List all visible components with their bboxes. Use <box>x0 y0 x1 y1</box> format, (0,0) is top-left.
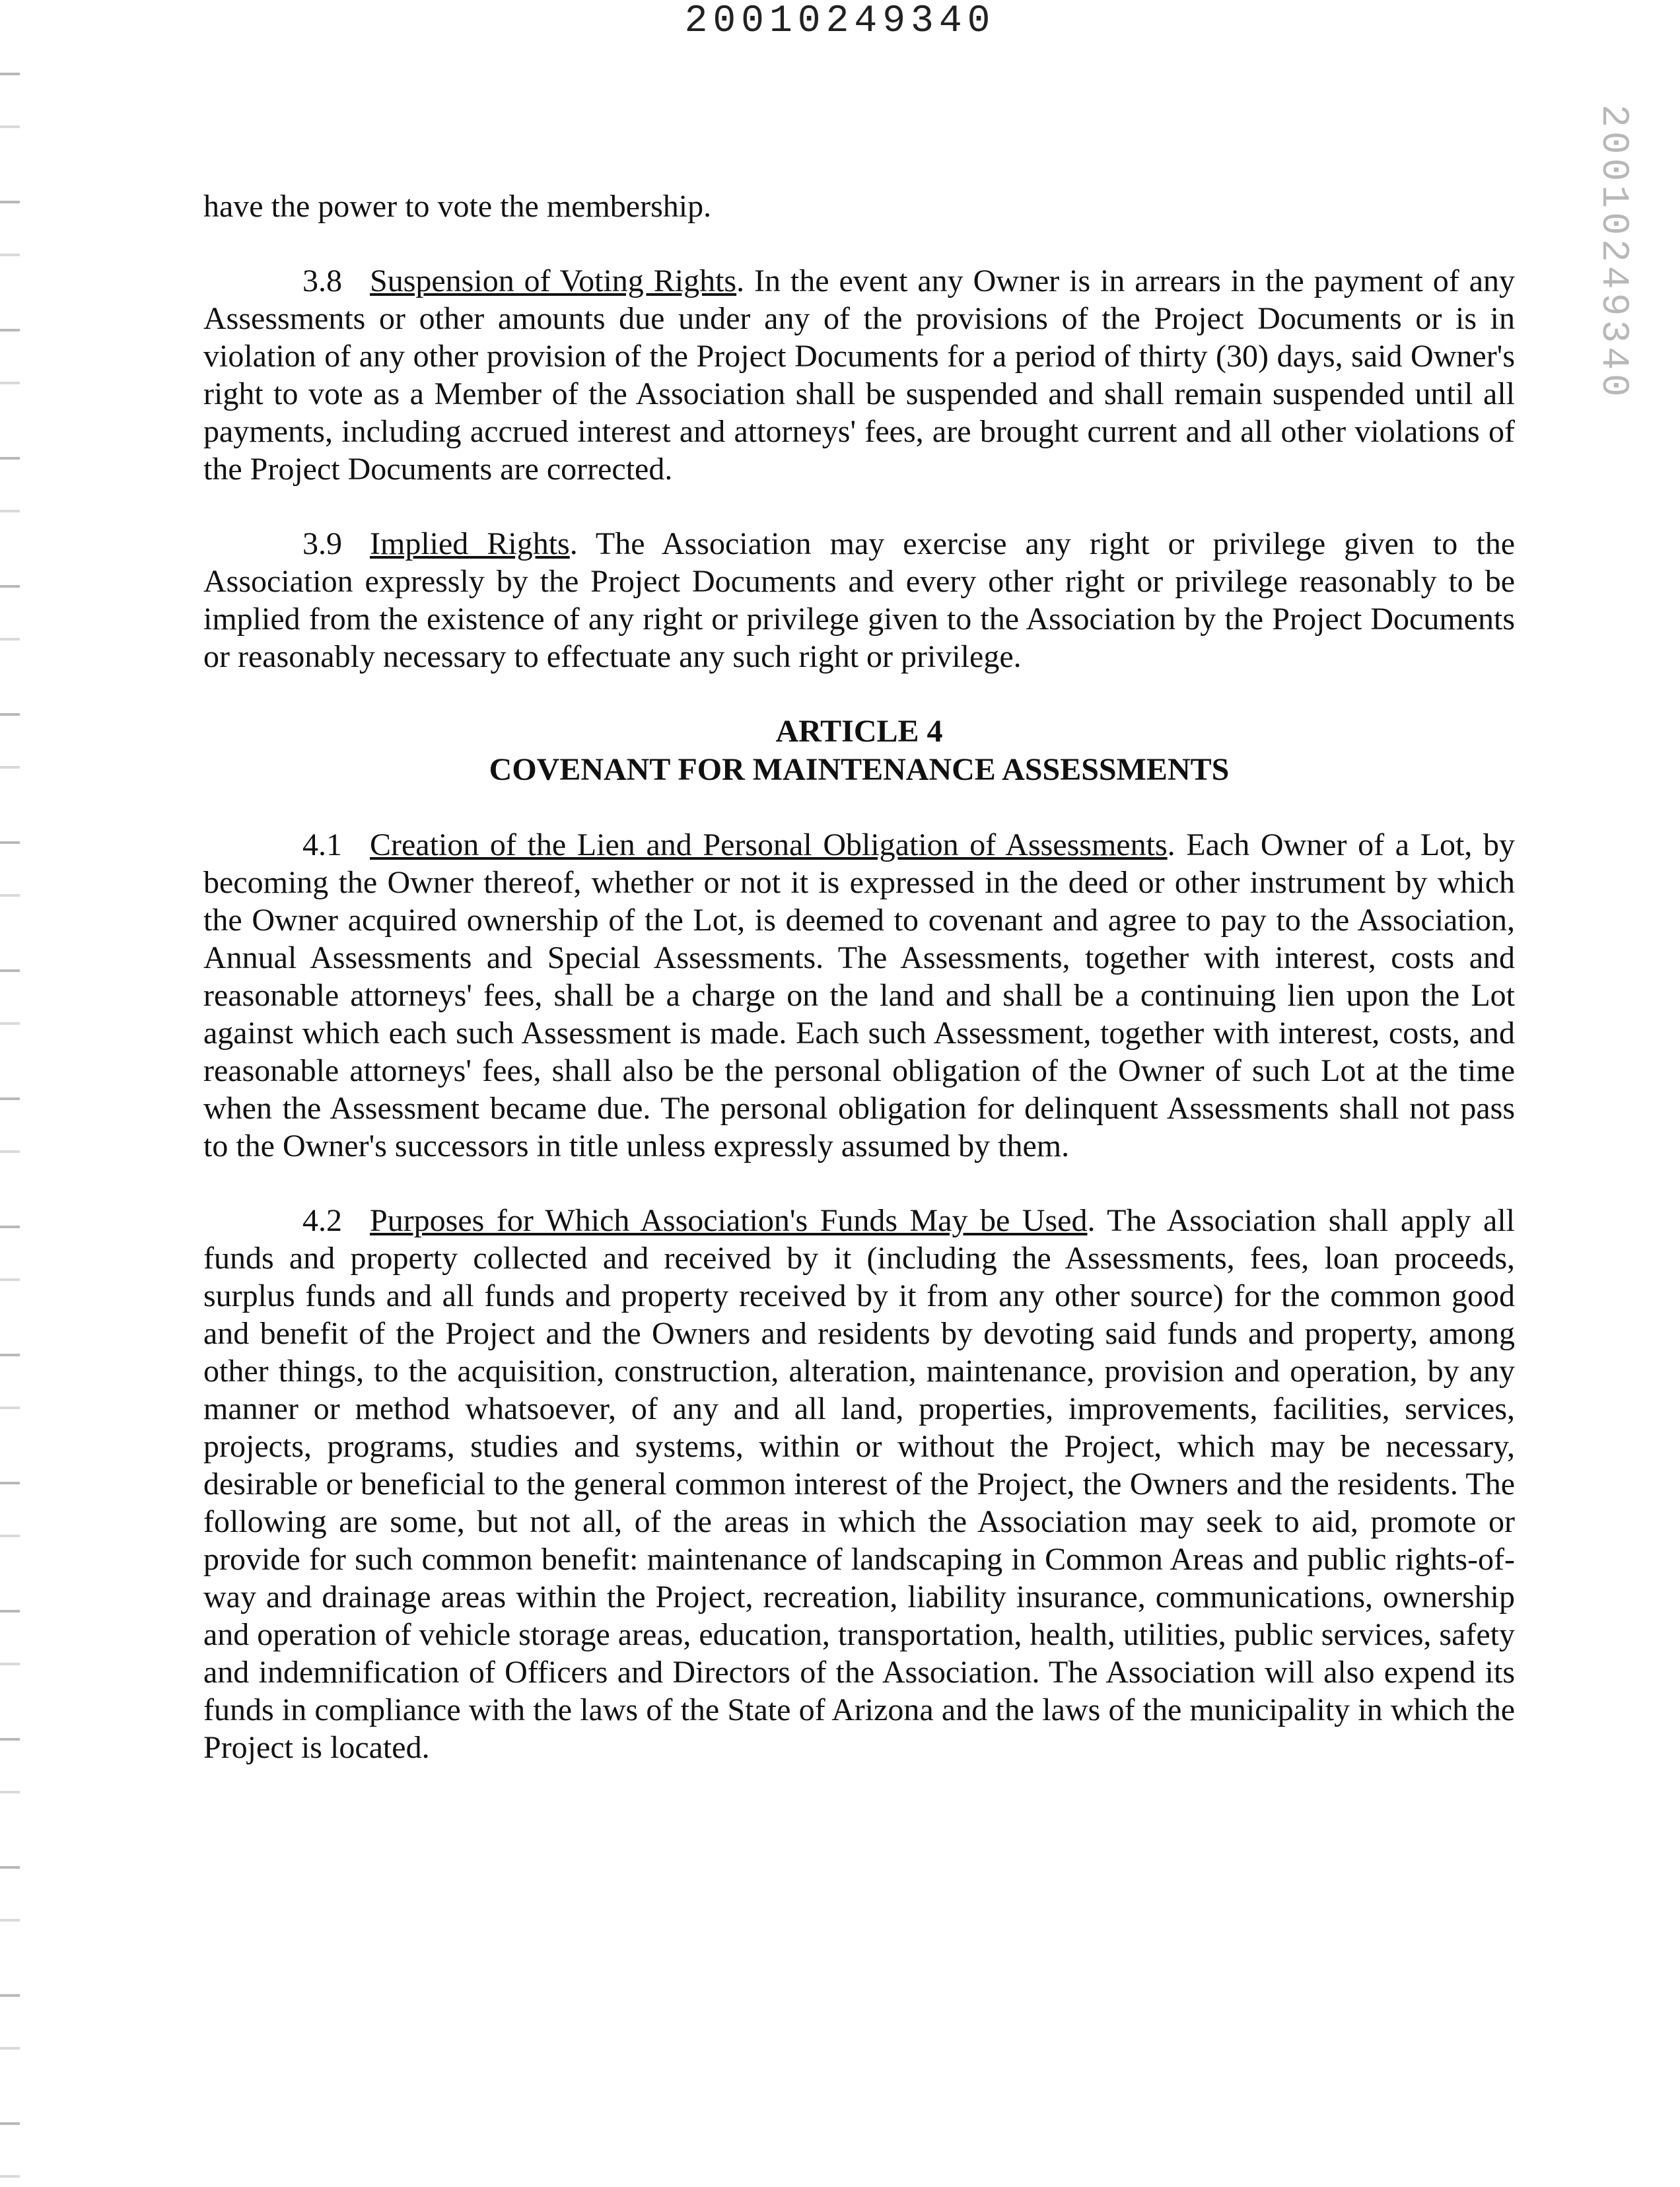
section-4-2 <box>203 1202 1515 1766</box>
section-text: . The Association may exercise any right or privilege given to the Association expressly by the Project Documents and every other right or privilege reasonably to be implied from the existence of any right or privilege given to the Association by the Project Documents or reasonably necessary to effectuate any such right or privilege. <box>203 526 1515 674</box>
side-stamp: 20010249340 <box>1592 104 1634 401</box>
section-3-8 <box>203 262 1515 488</box>
section-number: 4.2 <box>302 1203 342 1238</box>
section-3-9 <box>203 525 1515 676</box>
section-title: Purposes for Which Association's Funds May be Used <box>370 1203 1088 1238</box>
section-number: 3.9 <box>302 526 342 561</box>
section-text: . In the event any Owner is in arrears in the payment of any Assessments or other amounts due under any of the provisions of the Project Documents or is in violation of any other provision of the Project Documents for a period of thirty (30) days, said Owner's right to vote as a Member of the Association shall be suspended and shall remain suspended until all payments, including accrued interest and attorneys' fees, are brought current and all other violations of the Project Documents are corrected. <box>203 263 1516 487</box>
scan-edge-artifact <box>0 0 20 2187</box>
section-number: 3.8 <box>302 263 342 298</box>
document-body <box>203 188 1515 1766</box>
section-4-1 <box>203 826 1515 1165</box>
section-title: Suspension of Voting Rights <box>370 263 737 298</box>
section-number: 4.1 <box>302 827 342 862</box>
document-number: 20010249340 <box>684 0 996 43</box>
section-text: . The Association shall apply all funds and property collected and received by it (including the Assessments, fees, loan proceeds, surplus funds and all funds and property received by it from any other source) for the common good and benefit of the Project and the Owners and residents by devoting said funds and property, among other things, to the acquisition, construction, alteration, maintenance, provision and operation, by any manner or method whatsoever, of any and all land, properties, improvements, facilities, services, projects, programs, studies and systems, within or without the Project, which may be necessary, desirable or beneficial to the general common interest of the Project, the Owners and the residents. The following are some, but not all, of the areas in which the Association may seek to aid, promote or provide for such common benefit: maintenance of landscaping in Common Areas and public rights-of-way and drainage areas within the Project, recreation, liability insurance, communications, ownership and operation of vehicle storage areas, education, transportation, health, utilities, public services, safety and indemnification of Officers and Directors of the Association. The Association will also expend its funds in compliance with the laws of the State of Arizona and the laws of the municipality in which the Project is located. <box>203 1203 1515 1765</box>
article-heading <box>203 712 1515 789</box>
section-title: Implied Rights <box>370 526 570 561</box>
article-title: COVENANT FOR MAINTENANCE ASSESSMENTS <box>489 752 1230 787</box>
continuation-text: have the power to vote the membership. <box>203 189 712 224</box>
article-label: ARTICLE 4 <box>775 714 943 749</box>
section-title: Creation of the Lien and Personal Obligation of Assessments <box>370 827 1168 862</box>
section-text: . Each Owner of a Lot, by becoming the Owner thereof, whether or not it is expressed in the deed or other instrument by which the Owner acquired ownership of the Lot, is deemed to covenant and agree to pay to the Association, Annual Assessments and Special Assessments. The Assessments, together with interest, costs and reasonable attorneys' fees, shall be a charge on the land and shall be a continuing lien upon the Lot against which each such Assessment is made. Each such Assessment, together with interest, costs, and reasonable attorneys' fees, shall also be the personal obligation of the Owner of such Lot at the time when the Assessment became due. The personal obligation for delinquent Assessments shall not pass to the Owner's successors in title unless expressly assumed by them. <box>203 827 1516 1163</box>
